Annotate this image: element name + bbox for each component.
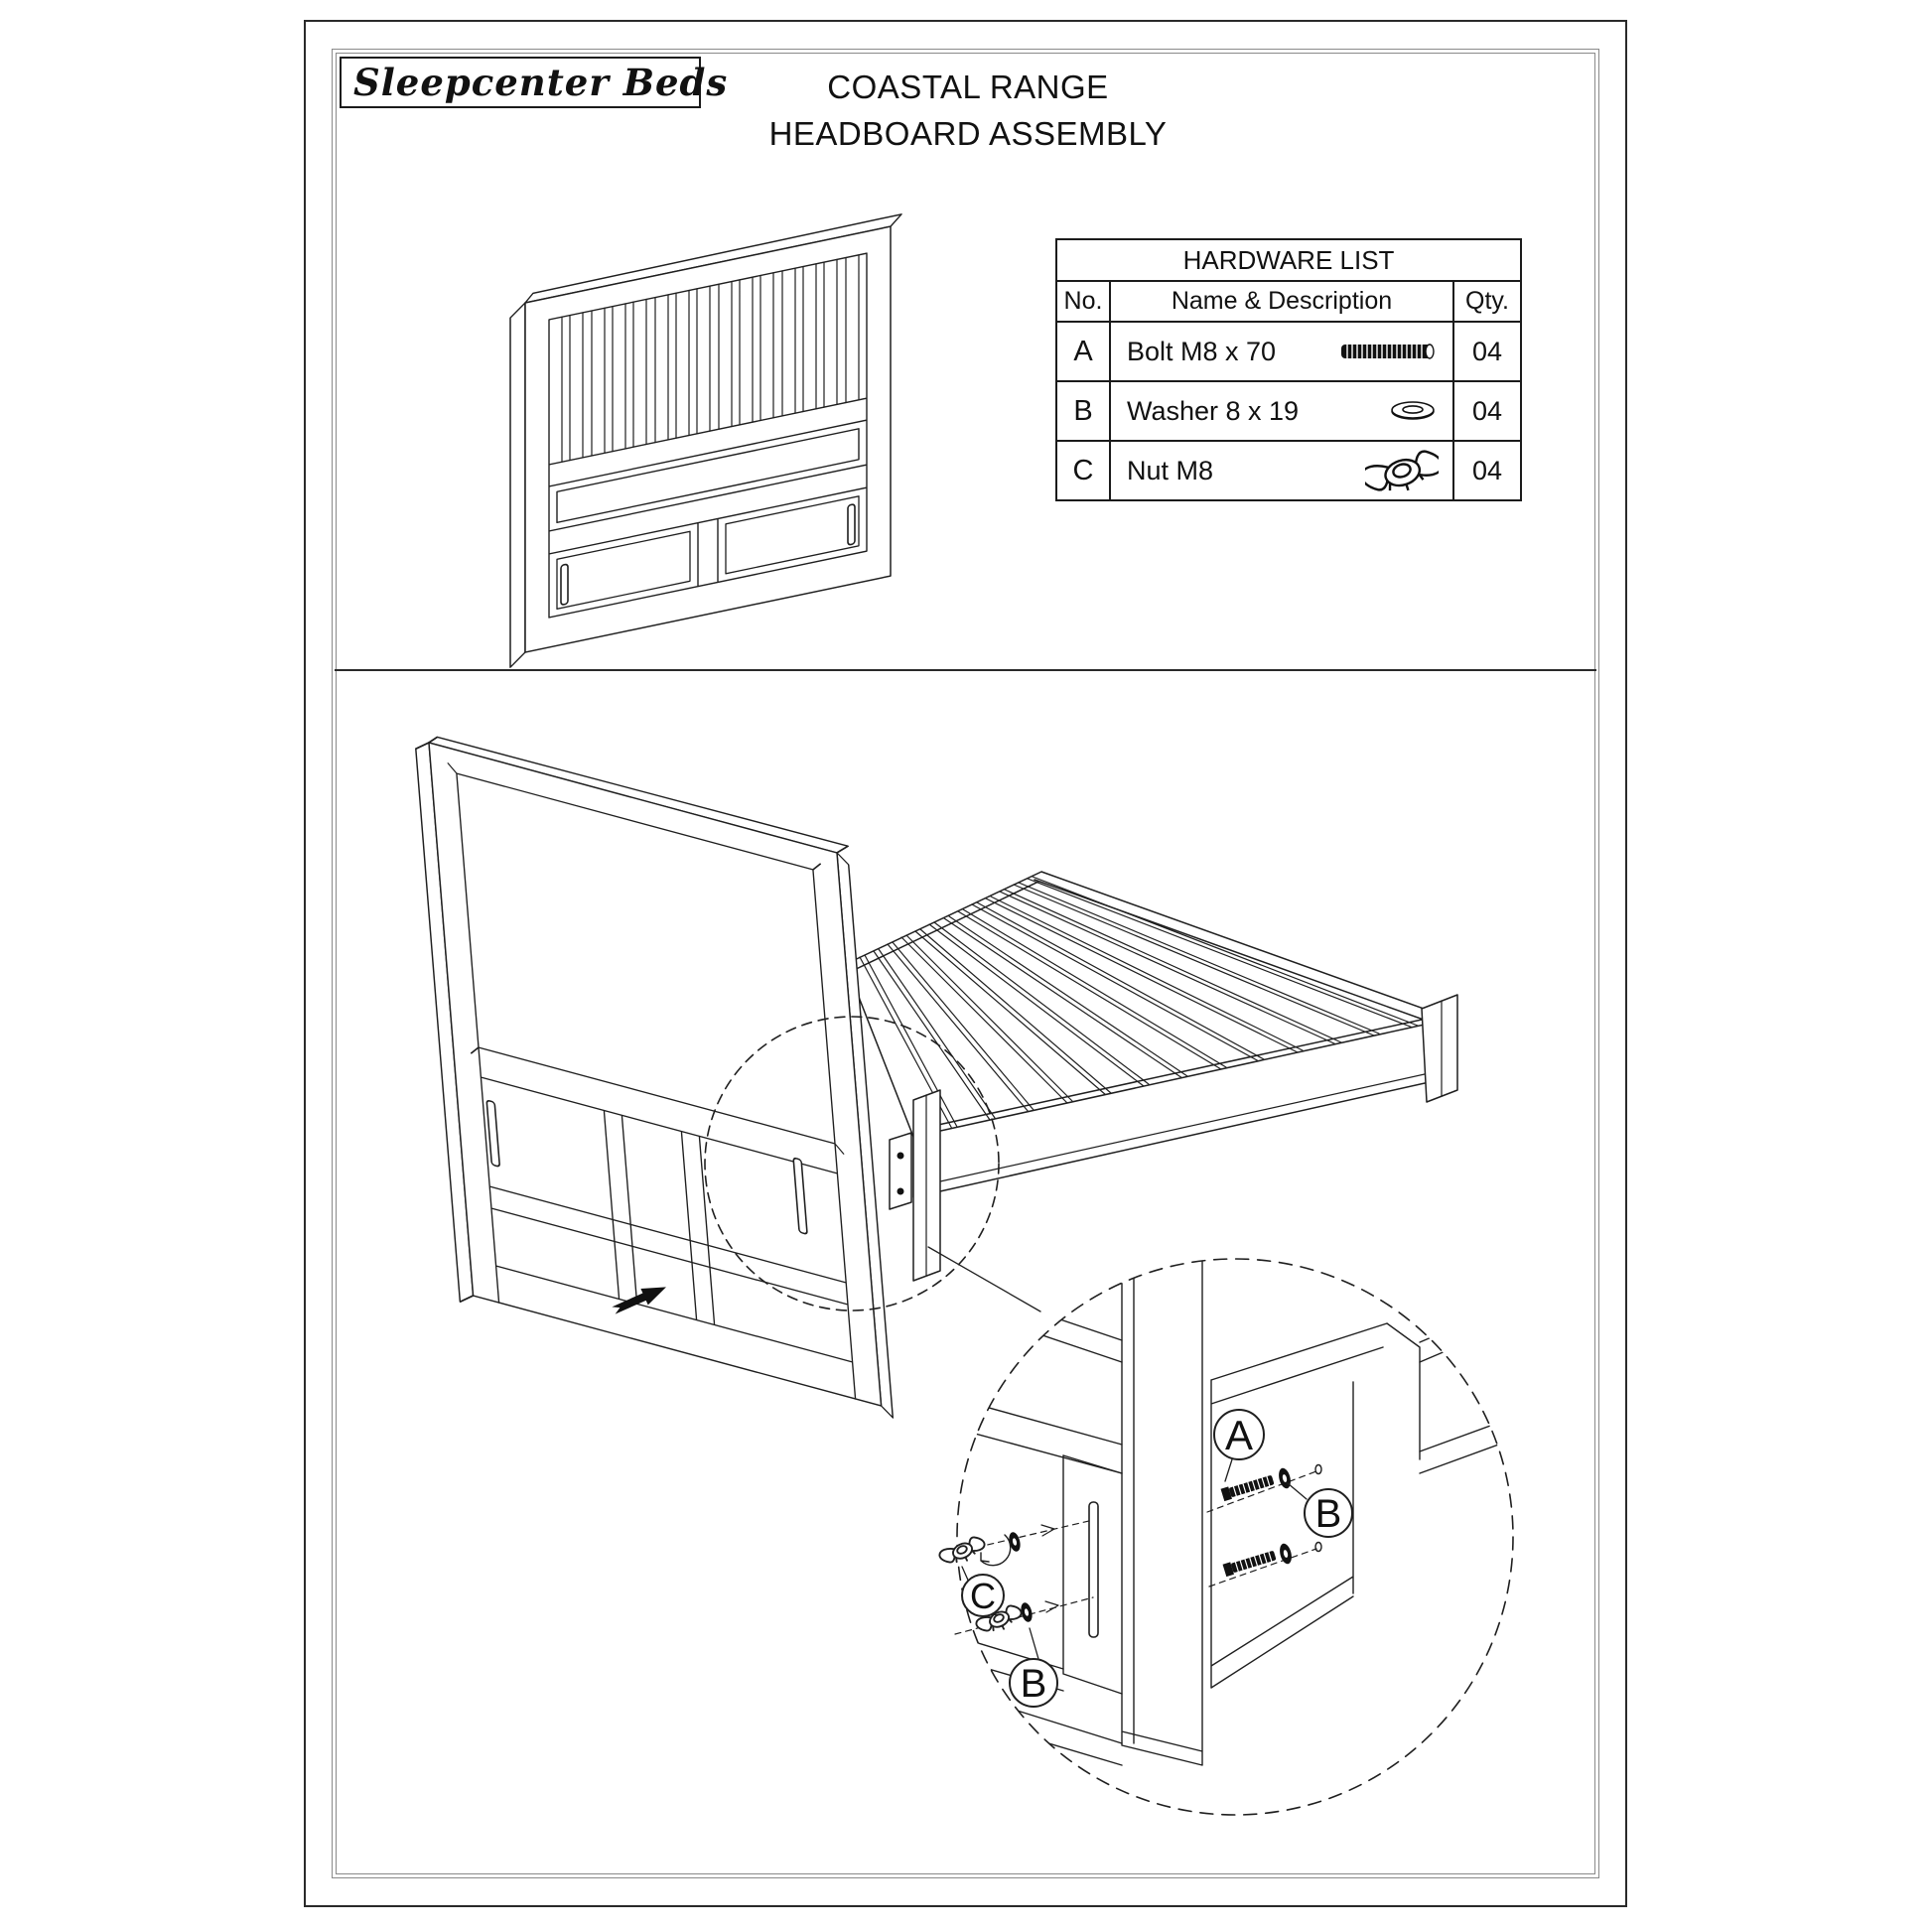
row-qty: 04 [1453, 441, 1521, 500]
page-title [596, 64, 1340, 157]
title-line-2: HEADBOARD ASSEMBLY [768, 115, 1168, 152]
col-header-name: Name & Description [1110, 281, 1453, 322]
col-header-no: No. [1056, 281, 1110, 322]
hardware-row-nut [1056, 441, 1521, 500]
row-no: B [1056, 381, 1110, 441]
callout-c-label: C [970, 1576, 996, 1616]
row-name: Nut M8 [1127, 455, 1214, 485]
title-line-1: COASTAL RANGE [827, 69, 1109, 105]
callout-b-label: B [1314, 1492, 1342, 1536]
hardware-table [1055, 238, 1522, 501]
section-divider [335, 669, 1596, 671]
hardware-row-washer [1056, 381, 1521, 441]
row-no: C [1056, 441, 1110, 500]
row-no: A [1056, 322, 1110, 381]
brand-name: Sleepcenter Beds [353, 61, 729, 104]
row-qty: 04 [1453, 322, 1521, 381]
row-qty: 04 [1453, 381, 1521, 441]
hardware-table-title: HARDWARE LIST [1056, 239, 1521, 281]
row-name: Bolt M8 x 70 [1127, 336, 1277, 366]
callout-a-label: A [1224, 1412, 1254, 1458]
callout-b2-label: B [1020, 1662, 1047, 1706]
bolt-icon [1339, 341, 1439, 362]
washer-icon [1387, 397, 1439, 425]
col-header-qty: Qty. [1453, 281, 1521, 322]
wingnut-icon [1365, 443, 1439, 498]
hardware-row-bolt [1056, 322, 1521, 381]
row-name: Washer 8 x 19 [1127, 395, 1300, 426]
